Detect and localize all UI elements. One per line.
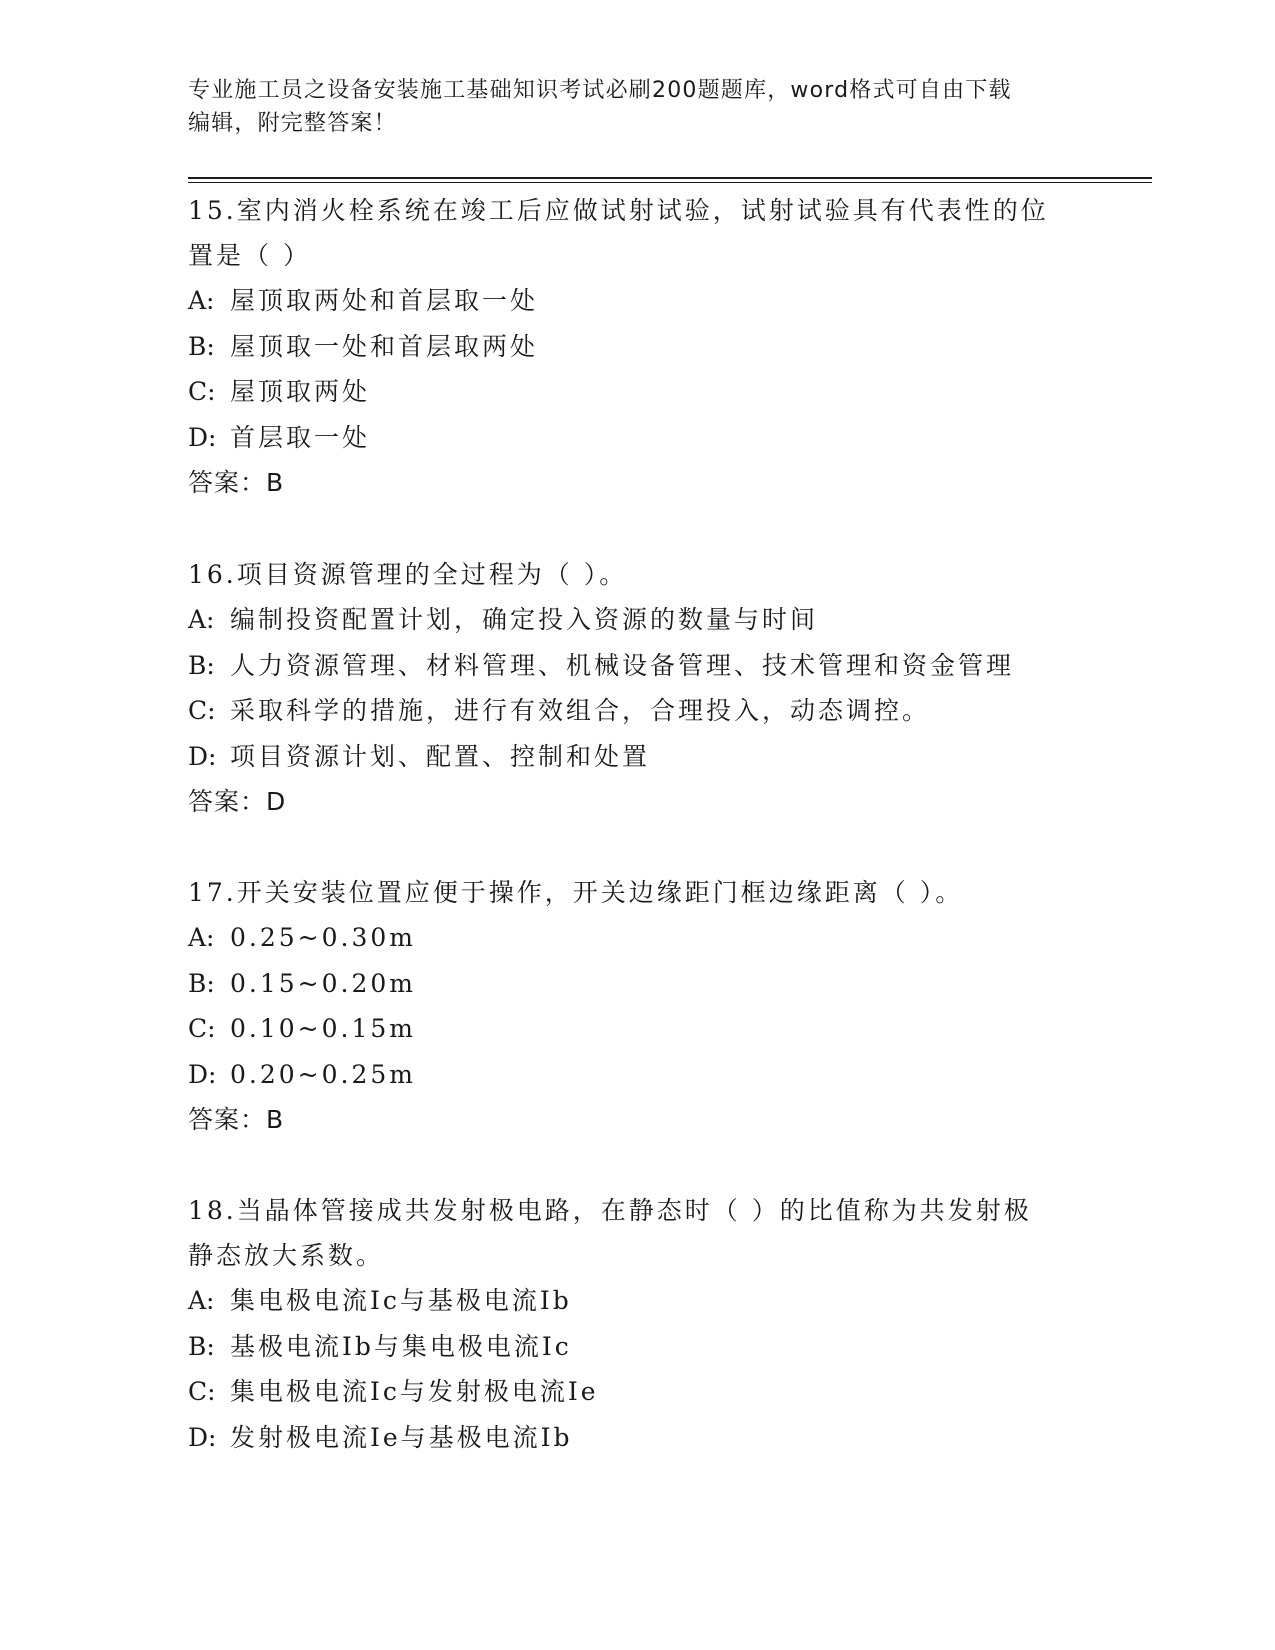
- option-text: 屋顶取两处和首层取一处: [230, 286, 539, 315]
- question-17: [188, 870, 1088, 1142]
- header-divider-thick: [188, 177, 1152, 179]
- option-b: [188, 324, 1088, 370]
- question-stem-continued: 置是（ ）: [188, 241, 311, 270]
- option-key: D:: [188, 1059, 217, 1089]
- option-text: 集电极电流Ic与基极电流Ib: [230, 1286, 572, 1315]
- option-d: [188, 734, 1088, 780]
- question-stem-continued: 静态放大系数。: [188, 1241, 385, 1270]
- answer-line: 答案：B: [188, 1105, 285, 1134]
- header-line-2: 编辑，附完整答案！: [188, 111, 397, 136]
- option-text: 首层取一处: [230, 422, 371, 452]
- option-b: [188, 1324, 1088, 1370]
- option-text: 屋顶取两处: [230, 377, 371, 406]
- question-16: [188, 552, 1088, 824]
- option-key: C:: [188, 1014, 216, 1043]
- header-divider-thin: [188, 182, 1152, 183]
- option-text: 发射极电流Ie与基极电流Ib: [230, 1422, 573, 1452]
- option-d: [188, 1052, 1088, 1098]
- option-text: 0.10~0.15m: [230, 1014, 416, 1043]
- option-key: D:: [188, 1422, 217, 1452]
- option-key: A:: [188, 605, 215, 634]
- option-c: [188, 1369, 1088, 1415]
- option-key: A:: [188, 1286, 215, 1315]
- option-text: 屋顶取一处和首层取两处: [230, 331, 539, 361]
- question-18: [188, 1188, 1088, 1460]
- option-d: [188, 1415, 1088, 1461]
- option-key: A:: [188, 923, 215, 952]
- header-line-1: 专业施工员之设备安装施工基础知识考试必刷200题题库，word格式可自由下载: [188, 78, 1012, 103]
- option-a: [188, 597, 1088, 643]
- option-b: [188, 961, 1088, 1007]
- option-c: [188, 688, 1088, 734]
- option-text: 编制投资配置计划，确定投入资源的数量与时间: [230, 605, 819, 634]
- document-header: [188, 74, 1068, 140]
- option-text: 基极电流Ib与集电极电流Ic: [230, 1331, 572, 1361]
- option-b: [188, 643, 1088, 689]
- option-d: [188, 415, 1088, 461]
- option-key: D:: [188, 422, 217, 452]
- option-key: A:: [188, 286, 215, 315]
- question-stem: 17.开关安装位置应便于操作，开关边缘距门框边缘距离（ ）。: [188, 878, 964, 907]
- question-15: [188, 188, 1088, 505]
- option-a: [188, 915, 1088, 961]
- option-text: 人力资源管理、材料管理、机械设备管理、技术管理和资金管理: [230, 650, 1015, 680]
- option-key: B:: [188, 968, 215, 998]
- answer-line: 答案：B: [188, 468, 285, 497]
- option-key: B:: [188, 331, 215, 361]
- option-a: [188, 1278, 1088, 1324]
- option-key: C:: [188, 377, 216, 406]
- option-text: 项目资源计划、配置、控制和处置: [230, 741, 651, 771]
- option-text: 0.25~0.30m: [230, 923, 416, 952]
- option-text: 0.15~0.20m: [230, 968, 416, 998]
- option-text: 集电极电流Ic与发射极电流Ie: [230, 1377, 599, 1406]
- question-stem: 15.室内消火栓系统在竣工后应做试射试验，试射试验具有代表性的位: [188, 196, 1049, 225]
- answer-line: 答案：D: [188, 787, 287, 816]
- option-c: [188, 369, 1088, 415]
- option-key: B:: [188, 1331, 215, 1361]
- question-stem: 18.当晶体管接成共发射极电路，在静态时（ ）的比值称为共发射极: [188, 1196, 1032, 1225]
- option-a: [188, 278, 1088, 324]
- option-key: C:: [188, 1377, 216, 1406]
- option-text: 采取科学的措施，进行有效组合，合理投入，动态调控。: [230, 696, 931, 725]
- option-text: 0.20~0.25m: [230, 1059, 416, 1089]
- option-key: C:: [188, 696, 216, 725]
- question-stem: 16.项目资源管理的全过程为（ ）。: [188, 560, 628, 589]
- option-key: B:: [188, 650, 215, 680]
- option-c: [188, 1006, 1088, 1052]
- option-key: D:: [188, 741, 217, 771]
